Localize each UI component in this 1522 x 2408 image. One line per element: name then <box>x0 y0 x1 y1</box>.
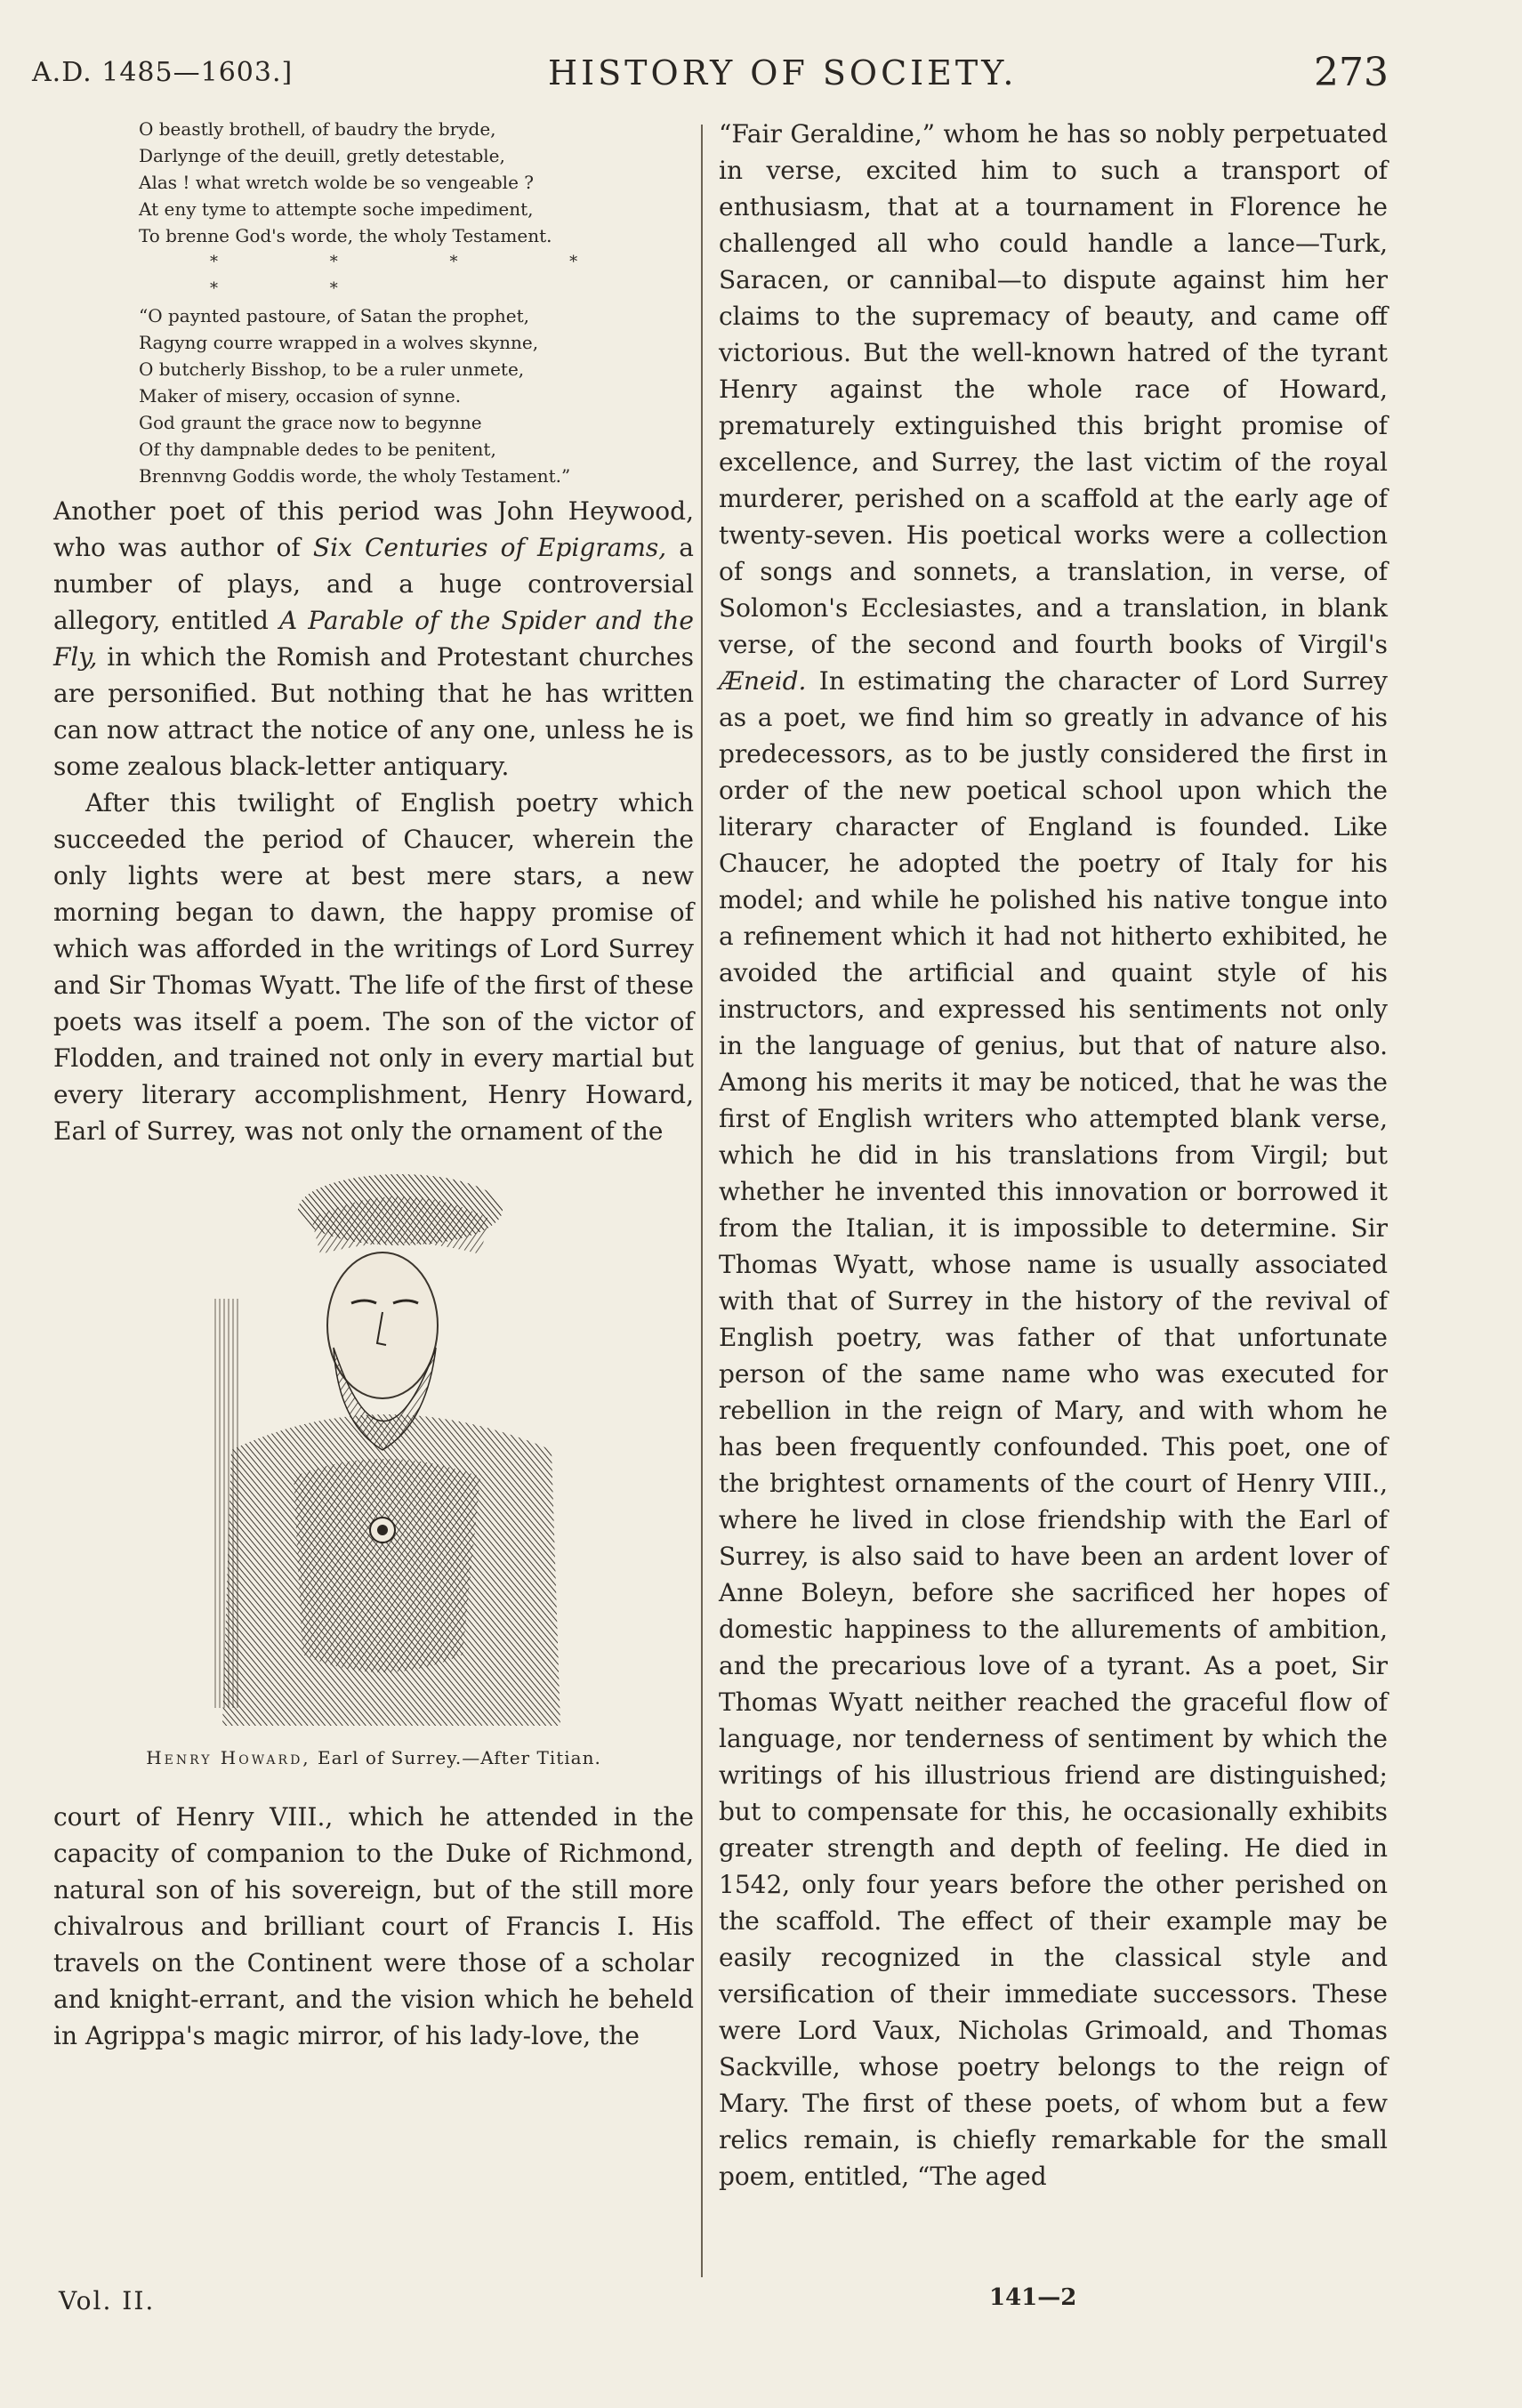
portrait-caption <box>53 1747 694 1768</box>
text-run: a number of plays, and a huge controversial allegory, entitled <box>53 533 694 635</box>
right-column <box>719 116 1388 2195</box>
verse-quotation <box>139 116 694 489</box>
italic-title: Æneid. <box>719 666 807 696</box>
verse-line: Alas ! what wretch wolde be so vengeable ? <box>139 172 534 193</box>
paragraph-surrey-wyatt <box>719 116 1388 2195</box>
header-title: HISTORY OF SOCIETY. <box>548 53 1018 93</box>
text-run: in which the Romish and Protestant churches are personified. But nothing that he has written can now attract the notice of any one, unless he is some zealous black-letter antiquary. <box>53 642 694 781</box>
header-date-range: A.D. 1485—1603.] <box>32 57 294 88</box>
page-number: 273 <box>1314 50 1389 95</box>
verse-line: Ragyng courre wrapped in a wolves skynne, <box>139 332 539 353</box>
paragraph-surrey-court: court of Henry VIII., which he attended in the capacity of companion to the Duke of Richmond, natural son of his sovereign, but of the still more chivalrous and brilliant court of Francis I. His travels on the Continent were those of a scholar and knight-errant, and the vision which he beheld in Agrippa's magic mirror, of his lady-love, the <box>53 1802 694 2050</box>
verse-ellipsis-stars: * * * * * * <box>210 253 632 298</box>
column-divider <box>701 125 703 2277</box>
signature-mark: 141—2 <box>989 2284 1077 2311</box>
verse-line: Maker of misery, occasion of synne. <box>139 385 462 407</box>
verse-line: God graunt the grace now to begynne <box>139 412 482 433</box>
verse-line: Of thy dampnable dedes to be penitent, <box>139 439 496 460</box>
running-header <box>32 50 1389 103</box>
portrait-figure <box>53 1156 694 1768</box>
verse-line: O beastly brothell, of baudry the bryde, <box>139 118 496 140</box>
verse-line: Brennvng Goddis worde, the wholy Testament.” <box>139 465 571 487</box>
left-column <box>53 116 694 2054</box>
paragraph-surrey-intro: After this twilight of English poetry which succeeded the period of Chaucer, wherein the only lights were at best mere stars, a new morning began to dawn, the happy promise of which was afforded in the writings of Lord Surrey and Sir Thomas Wyatt. The life of the first of these poets was itself a poem. The son of the victor of Flodden, and trained not only in every martial but every literary accomplishment, Henry Howard, Earl of Surrey, was not only the ornament of the <box>53 788 694 1146</box>
caption-text: Earl of Surrey.—After Titian. <box>310 1747 601 1768</box>
verse-line: At eny tyme to attempte soche impediment, <box>139 198 534 220</box>
text-run: In estimating the character of Lord Surrey as a poet, we find him so greatly in advance of his predecessors, as to be justly considered the first in order of the new poetical school upon which the literary character of England is founded. Like Chaucer, he adopted the poetry of Italy for his model; and while he polished his native tongue into a refinement which it had not hitherto exhibited, he avoided the artificial and quaint style of his instructors, and expressed his sentiments not only in the language of genius, but that of nature also. Among his merits it may be noticed, that he was the first of English writers who attempted blank verse, which he did in his translations from Virgil; but whether he invented this innovation or borrowed it from the Italian, it is impossible to determine. Sir Thomas Wyatt, whose name is usually associated with that of Surrey in the history of the revival of English poetry, was father of that unfortunate person of the same name who was executed for rebellion in the reign of Mary, and with whom he has been frequently confounded. This poet, one of the brightest ornaments of the court of Henry VIII., where he lived in close friendship with the Earl of Surrey, is also said to have been an ardent lover of Anne Boleyn, before she sacrificed her hopes of domestic happiness to the allurements of ambition, and the precarious love of a tyrant. As a poet, Sir Thomas Wyatt neither reached the graceful flow of language, nor tenderness of sentiment by which the writings of his illustrious friend are distinguished; but to compensate for this, he occasionally exhibits greater strength and depth of feeling. He died in 1542, only four years before the other perished on the scaffold. The effect of their example may be easily recognized in the classical style and versification of their immediate successors. These were Lord Vaux, Nicholas Grimoald, and Thomas Sackville, whose poetry belongs to the reign of Mary. The first of these poets, of whom but a few relics remain, is chiefly remarkable for the small poem, entitled, “The aged <box>719 666 1388 2191</box>
paragraph-heywood <box>53 493 694 785</box>
italic-title: A Parable of the Spider and the Fly, <box>53 606 694 672</box>
verse-line: Darlynge of the deuill, gretly detestable, <box>139 145 505 166</box>
verse-line: To brenne God's worde, the wholy Testament. <box>139 225 552 246</box>
portrait-engraving <box>178 1156 569 1744</box>
verse-line: O butcherly Bisshop, to be a ruler unmete, <box>139 358 525 380</box>
text-run: Another poet of this period was John Heywood, who was author of <box>53 496 694 562</box>
verse-line: “O paynted pastoure, of Satan the prophet, <box>139 305 530 326</box>
volume-label: Vol. II. <box>59 2286 156 2315</box>
italic-title: Six Centuries of Epigrams, <box>312 533 667 562</box>
caption-name: Henry Howard, <box>146 1747 311 1768</box>
text-run: “Fair Geraldine,” whom he has so nobly perpetuated in verse, excited him to such a transport of enthusiasm, that at a tournament in Florence he challenged all who could handle a lance—Turk, Saracen, or cannibal—to dispute against him her claims to the supremacy of beauty, and came off victorious. But the well-known hatred of the tyrant Henry against the whole race of Howard, prematurely extinguished this bright promise of excellence, and Surrey, the last victim of the royal murderer, perished on a scaffold at the early age of twenty-seven. His poetical works were a collection of songs and sonnets, a translation, in verse, of Solomon's Ecclesiastes, and a translation, in blank verse, of the second and fourth books of Virgil's <box>719 119 1388 659</box>
